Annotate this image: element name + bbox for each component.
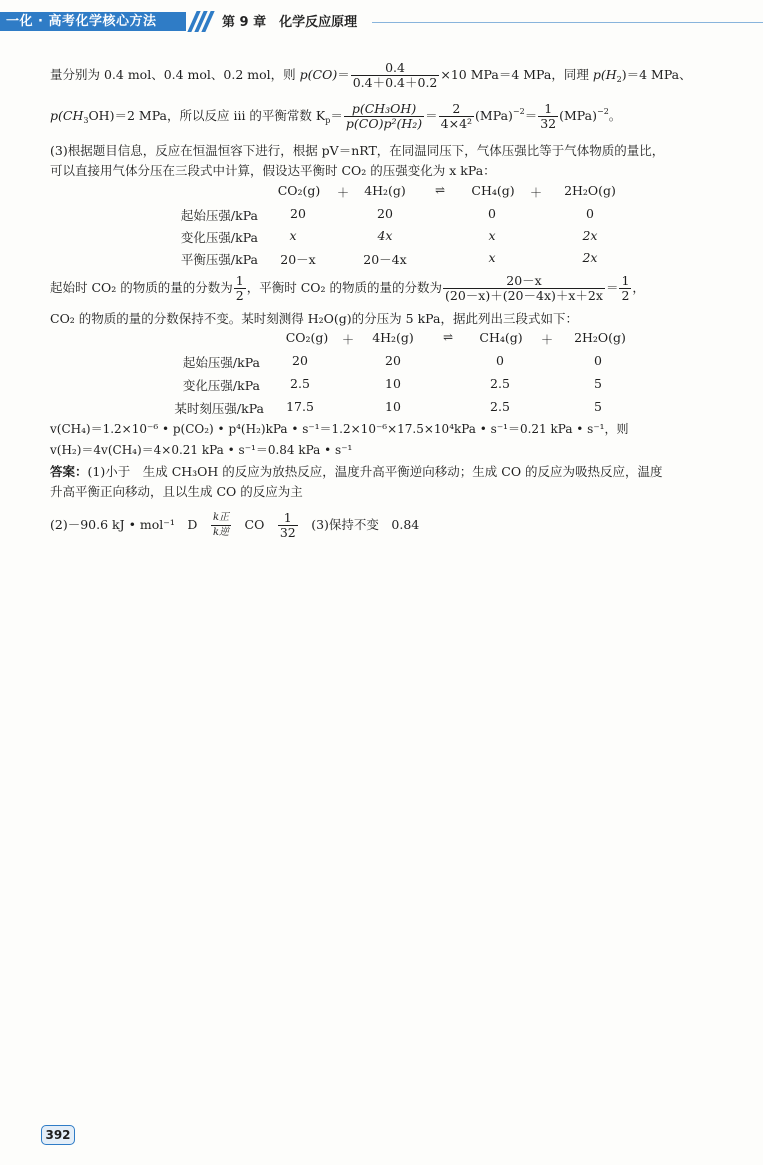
text-segment: ＝ [337,67,350,82]
text-line-equilibrium-constant: $p(CH_3OH)=2$ MPa，所以反应 ⅲ 的平衡常数 $K_p=$ $\frac{\text{p(CH₃OH)}}{\text{p(CO)p²(H₂)}}$ ＝ $\frac{2}{\text{4×4²}}$ (MPa)$^{-2}$＝ $\frac{1}{32}$ (MPa)$^{-2}$。 [50,101,622,131]
header-chapter-title: 第 9 章 化学反应原理 [222,15,358,30]
fraction-denominator: 2 [621,288,630,303]
fraction-numerator: 1 [235,273,244,288]
cell-value: 20 [385,353,401,368]
equation-product-ch4: CH₄(g) [479,330,523,345]
equation-product-h2o: 2H₂O(g) [564,183,616,198]
cell-value: 0 [594,353,602,368]
equation-reactant-h2: 4H₂(g) [372,330,414,345]
cell-value: 20 [292,353,308,368]
text-segment: ×10 MPa＝4 MPa，同理 [440,67,593,82]
fraction-numerator: 1 [544,101,553,116]
equation-plus: ＋ [540,332,554,347]
text-segment: )＝4 MPa、 [621,67,692,82]
cell-value: 4x [377,228,393,243]
text-segment: OH)＝2 MPa，所以反应 ⅲ 的平衡常数 K [88,108,326,123]
cell-value: 2x [582,250,598,265]
cell-value: 20 [290,206,306,221]
fraction-denominator: 0.4＋0.4＋0.2 [352,75,438,90]
text-segment: (3)保持不变 0.84 [298,517,420,532]
text-line-mole-fraction [50,273,645,303]
fraction-denominator: k逆 [212,527,229,538]
text-segment: (MPa) [475,108,513,123]
fraction-numerator: k正 [212,512,229,523]
equation-plus: ＋ [341,332,355,347]
row-label-equilibrium: 平衡压强/kPa [180,252,258,267]
cell-value: 2.5 [490,399,510,414]
fraction-kp-values [439,102,474,131]
fraction-numerator: 2 [452,101,461,116]
fraction-denominator: p(CO)p²(H₂) [345,116,423,131]
fraction-result [619,274,631,303]
answer-line-1 [50,462,663,482]
cell-value: x [289,228,297,243]
text-segment: CO [232,517,277,532]
text-line-co2-share: CO₂ 的物质的量的分数保持不变。某时刻测得 H₂O(g)的分压为 5 kPa，据此列出三段式如下： [50,311,578,326]
text-segment: (2)－90.6 kJ • mol⁻¹ D [50,517,210,532]
fraction-co-share [351,61,440,90]
fraction-answer-kp [278,511,298,540]
cell-value: 0 [496,353,504,368]
fraction-denominator: 2 [235,288,244,303]
answer-line-2: 升高平衡正向移动，且以生成 CO 的反应为主 [50,484,303,499]
fraction-rate-constants [211,511,231,540]
text-segment: 起始时 CO₂ 的物质的量的分数为 [50,280,233,295]
pressure-co: p(CO) [299,67,338,82]
pressure-h2: p(H [592,67,617,82]
fraction-kp-expression [344,102,424,131]
fraction-numerator: 1 [283,510,292,525]
equation-plus: ＋ [529,185,543,200]
cell-value: 5 [594,376,602,391]
cell-value: 10 [385,399,401,414]
cell-value: 2.5 [290,376,310,391]
pressure-ch3oh: p(CH [50,108,84,123]
cell-value: 0 [488,206,496,221]
row-label-initial: 起始压强/kPa [182,355,260,370]
fraction-numerator: 0.4 [385,60,405,75]
answer-line-3 [50,508,419,542]
cell-value: 17.5 [286,399,314,414]
header-rule [372,22,763,23]
equation-reactant-co2: CO₂(g) [277,183,321,198]
equilibrium-arrow-icon: ⇌ [442,330,454,344]
row-label-initial: 起始压强/kPa [180,208,258,223]
cell-value: 2.5 [490,376,510,391]
equation-plus: ＋ [336,185,350,200]
fraction-denominator: 32 [279,525,296,540]
text-segment: (1)小于 生成 CH₃OH 的反应为放热反应，温度升高平衡逆向移动；生成 CO 的反应为吸热反应，温度 [87,464,663,479]
cell-value: 20－4x [363,252,407,267]
fraction-denominator: (20－x)＋(20－4x)＋x＋2x [445,288,603,303]
text-segment: 量分别为 0.4 mol、0.4 mol、0.2 mol，则 [50,67,300,82]
text-segment: ， [632,280,645,295]
text-line-partial-pressure: 量分别为 0.4 mol、0.4 mol、0.2 mol，则 p(CO)＝ $\frac{0.4}{0.4+0.4+0.2}$ ×10 MPa＝4 MPa，同理 $p(H_2)=4$ MPa、 [50,60,692,90]
paragraph-3-line-2: 可以直接用气体分压在三段式中计算，假设达平衡时 CO₂ 的压强变化为 x kPa： [50,163,496,178]
equation-reactant-co2: CO₂(g) [285,330,329,345]
cell-value: 20－x [280,252,316,267]
text-segment: ＝ [330,108,343,123]
cell-value: 5 [594,399,602,414]
text-line-rate-ch4: v(CH₄)＝1.2×10⁻⁶ • p(CO₂) • p⁴(H₂)kPa • s⁻¹＝1.2×10⁻⁶×17.5×10⁴kPa • s⁻¹＝0.21 kPa • s⁻¹，则 [50,422,629,436]
text-line-rate-h2: v(H₂)＝4v(CH₄)＝4×0.21 kPa • s⁻¹＝0.84 kPa • s⁻¹ [50,443,353,457]
equation-product-h2o: 2H₂O(g) [574,330,626,345]
fraction-equilibrium-share [443,274,605,303]
text-segment: (MPa) [559,108,597,123]
text-segment: ，平衡时 CO₂ 的物质的量的分数为 [246,280,443,295]
answer-label: 答案： [50,464,88,479]
equilibrium-arrow-icon: ⇌ [434,183,446,197]
paragraph-3-line-1: (3)根据题目信息，反应在恒温恒容下进行，根据 pV＝nRT，在同温同压下，气体压强比等于气体物质的量比， [50,143,665,158]
text-segment: ＝ [605,280,619,295]
fraction-numerator: p(CH₃OH) [351,101,417,116]
equation-reactant-h2: 4H₂(g) [364,183,406,198]
fraction-denominator: 4×4² [440,116,473,131]
fraction-initial-share [234,274,246,303]
cell-value: x [488,250,496,265]
row-label-change: 变化压强/kPa [182,378,260,393]
fraction-kp-result [538,102,558,131]
cell-value: 0 [586,206,594,221]
text-segment: 。 [608,108,622,123]
cell-value: 20 [377,206,393,221]
fraction-numerator: 1 [621,273,630,288]
cell-value: x [488,228,496,243]
fraction-denominator: 32 [540,116,557,131]
header-series-title: 一化 · 高考化学核心方法 [6,14,157,29]
cell-value: 10 [385,376,401,391]
page-number: 392 [41,1125,75,1145]
fraction-numerator: 20－x [506,273,542,288]
equation-product-ch4: CH₄(g) [471,183,515,198]
row-label-moment: 某时刻压强/kPa [174,401,264,416]
row-label-change: 变化压强/kPa [180,230,258,245]
cell-value: 2x [582,228,598,243]
